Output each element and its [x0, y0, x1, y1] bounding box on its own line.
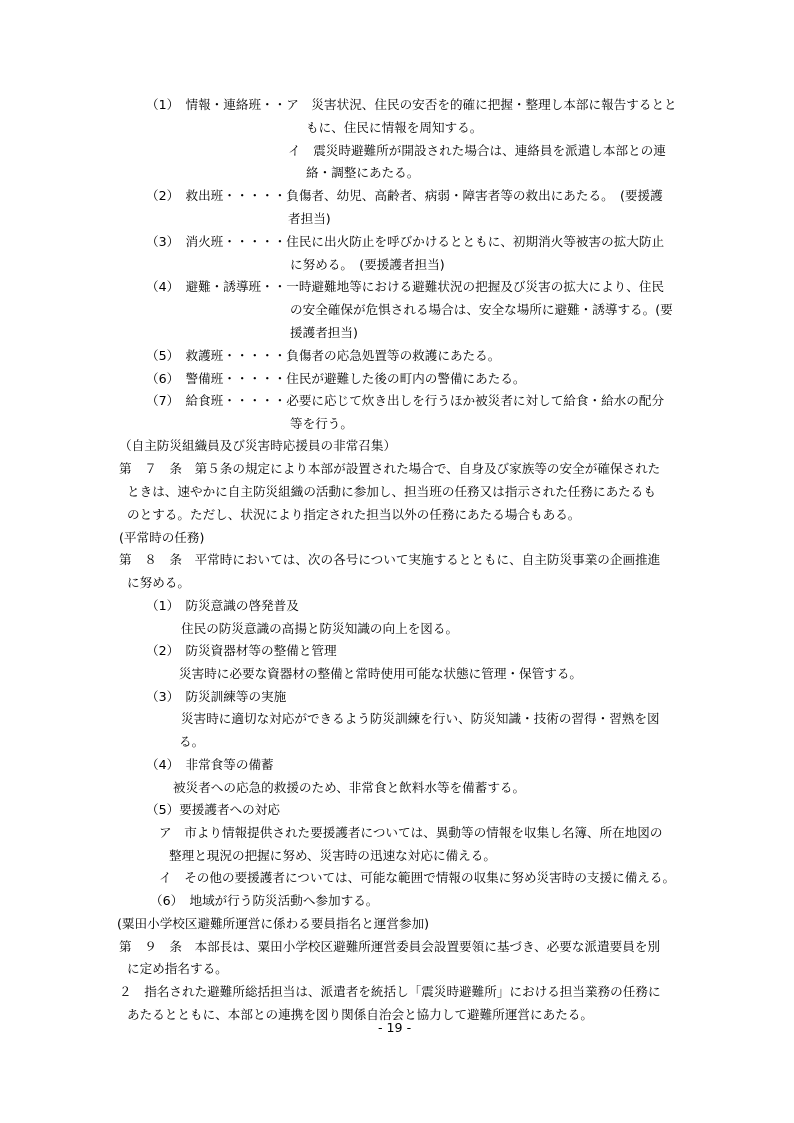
text-line: 災害時に必要な資器材の整備と常時使用可能な状態に管理・保管する。: [179, 666, 582, 681]
text-line: 第 ７ 条 第５条の規定により本部が設置された場合で、自身及び家族等の安全が確保された: [119, 461, 661, 476]
text-line: ２ 指名された避難所総括担当は、派遣者を統括し「震災時避難所」における担当業務の任務に: [119, 984, 661, 999]
text-line: （6） 警備班・・・・・住民が避難した後の町内の警備にあたる。: [146, 371, 526, 386]
text-line: 整理と現況の把握に努め、災害時の迅速な対応に備える。: [169, 848, 496, 863]
text-line: に努める。 (要援護者担当): [290, 257, 445, 272]
page-number: - 19 -: [378, 1020, 412, 1035]
text-line: （1） 防災意識の啓発普及: [146, 598, 299, 613]
text-line: の安全確保が危惧される場合は、安全な場所に避難・誘導する。(要: [290, 302, 673, 317]
text-line: （3） 消火班・・・・・住民に出火防止を呼びかけるとともに、初期消火等被害の拡大防止: [146, 234, 665, 249]
text-line: 第 ９ 条 本部長は、粟田小学校区避難所運営委員会設置要領に基づき、必要な派遣要員を別: [119, 939, 661, 954]
text-line: (粟田小学校区避難所運営に係わる要員指名と運営参加): [117, 916, 430, 931]
text-line: 絡・調整にあたる。: [306, 165, 420, 180]
text-line: 援護者担当): [290, 325, 358, 340]
text-line: 第 ８ 条 平常時においては、次の各号について実施するとともに、自主防災事業の企画推進: [119, 552, 661, 567]
text-line: ときは、速やかに自主防災組織の活動に参加し、担当班の任務又は指示された任務にあたるも: [127, 484, 656, 499]
text-line: のとする。ただし、状況により指定された担当以外の任務にあたる場合もある。: [127, 507, 581, 522]
text-line: （5） 救護班・・・・・負傷者の応急処置等の救護にあたる。: [146, 348, 501, 363]
text-line: （6） 地域が行う防災活動へ参加する。: [150, 893, 379, 908]
text-line: 等を行う。: [290, 416, 353, 431]
text-line: に定め指名する。: [127, 961, 228, 976]
text-line: （自主防災組織員及び災害時応援員の非常召集）: [119, 438, 397, 453]
text-line: （3） 防災訓練等の実施: [146, 689, 287, 704]
text-line: あたるとともに、本部との連携を図り関係自治会と協力して避難所運営にあたる。: [127, 1007, 593, 1022]
text-line: （2） 救出班・・・・・負傷者、幼児、高齢者、病弱・障害者等の救出にあたる。 (要援護: [146, 188, 663, 203]
text-line: （2） 防災資器材等の整備と管理: [146, 643, 337, 658]
text-line: る。: [179, 734, 205, 749]
text-line: 者担当): [288, 211, 331, 226]
text-line: イ 震災時避難所が開設された場合は、連絡員を派遣し本部との連: [288, 143, 666, 158]
text-line: （5）要援護者への対応: [146, 802, 280, 817]
text-line: （7） 給食班・・・・・必要に応じて炊き出しを行うほか被災者に対して給食・給水の配分: [146, 393, 665, 408]
text-line: ア 市より情報提供された要援護者については、異動等の情報を収集し名簿、所在地図の: [159, 825, 663, 840]
text-line: （4） 避難・誘導班・・一時避難地等における避難状況の把握及び災害の拡大により、住民: [146, 279, 665, 294]
text-line: に努める。: [127, 575, 190, 590]
text-line: イ その他の要援護者については、可能な範囲で情報の収集に努め災害時の支援に備える。: [159, 870, 676, 885]
text-line: もに、住民に情報を周知する。: [306, 120, 483, 135]
text-line: 被災者への応急的救援のため、非常食と飲料水等を備蓄する。: [173, 780, 526, 795]
text-line: （1） 情報・連絡班・・ア 災害状況、住民の安否を的確に把握・整理し本部に報告するとと: [146, 97, 677, 112]
text-line: 住民の防災意識の高揚と防災知識の向上を図る。: [181, 621, 459, 636]
text-line: 災害時に適切な対応ができるよう防災訓練を行い、防災知識・技術の習得・習熟を図: [181, 711, 660, 726]
text-line: (平常時の任務): [119, 530, 205, 545]
text-line: （4） 非常食等の備蓄: [146, 757, 274, 772]
